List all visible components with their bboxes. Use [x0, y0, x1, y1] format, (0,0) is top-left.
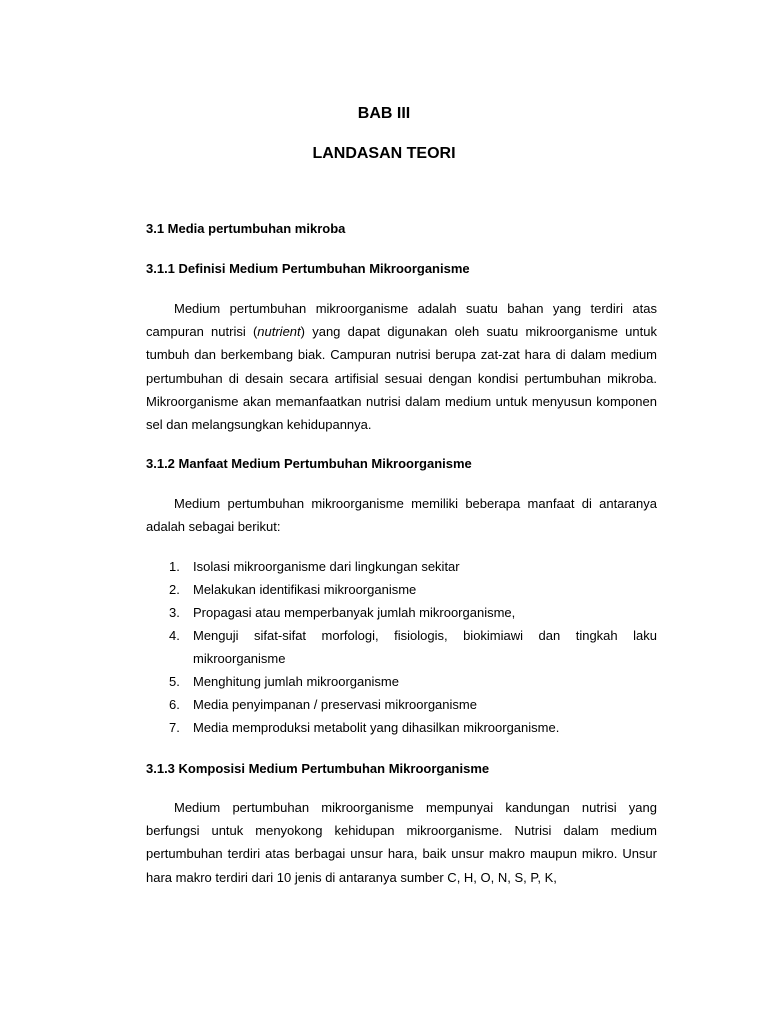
list-item-text: Propagasi atau memperbanyak jumlah mikroorganisme,: [193, 605, 516, 620]
list-item-number: 2.: [169, 582, 180, 597]
list-item-text: Menghitung jumlah mikroorganisme: [193, 674, 399, 689]
list-item: [146, 555, 657, 578]
chapter-title: LANDASAN TEORI: [312, 145, 456, 162]
list-item-text: Media memproduksi metabolit yang dihasilkan mikroorganisme.: [193, 720, 560, 735]
list-item: [146, 693, 657, 716]
paragraph-composition: Medium pertumbuhan mikroorganisme mempunyai kandungan nutrisi yang berfungsi untuk menyokong kehidupan mikroorganisme. Nutrisi dalam medium pertumbuhan terdiri atas berbagai unsur hara, baik unsur makro maupun mikro. Unsur hara makro terdiri dari 10 jenis di antaranya sumber C, H, O, N, S, P, K,: [146, 800, 657, 885]
list-item-text: Menguji sifat-sifat morfologi, fisiologis, biokimiawi dan tingkah laku mikroorganisme: [193, 628, 657, 666]
list-item: [146, 716, 657, 739]
list-item: [146, 601, 657, 624]
paragraph-definition-text-a: Medium pertumbuhan mikroorganisme adalah suatu bahan yang terdiri atas campuran nutrisi (: [146, 301, 657, 340]
list-item-number: 6.: [169, 697, 180, 712]
list-item-text: Media penyimpanan / preservasi mikroorganisme: [193, 697, 477, 712]
list-item-number: 7.: [169, 720, 180, 735]
list-item: [146, 624, 657, 670]
list-item-number: 4.: [169, 628, 180, 643]
section-heading-3-1-1: 3.1.1 Definisi Medium Pertumbuhan Mikroorganisme: [146, 261, 470, 276]
paragraph-benefits-intro: Medium pertumbuhan mikroorganisme memiliki beberapa manfaat di antaranya adalah sebagai berikut:: [146, 496, 657, 535]
list-item: [146, 670, 657, 693]
paragraph-definition-text-b: ) yang dapat digunakan oleh suatu mikroorganisme untuk tumbuh dan berkembang biak. Campuran nutrisi berupa zat-zat hara di dalam medium pertumbuhan di desain secara artifisial sesuai dengan kondisi pertumbuhan mikroba. Mikroorganisme akan memanfaatkan nutrisi dalam medium untuk menyusun komponen sel dan melangsungkan kehidupannya.: [146, 324, 657, 433]
benefits-list: [146, 555, 657, 739]
section-heading-3-1: 3.1 Media pertumbuhan mikroba: [146, 221, 346, 236]
list-item-text: Isolasi mikroorganisme dari lingkungan sekitar: [193, 559, 460, 574]
list-item: [146, 578, 657, 601]
paragraph-definition-italic: nutrient: [257, 324, 301, 340]
list-item-text: Melakukan identifikasi mikroorganisme: [193, 582, 417, 597]
chapter-number: BAB III: [357, 105, 411, 122]
list-item-number: 3.: [169, 605, 180, 620]
paragraph-definition: [146, 297, 657, 436]
section-heading-3-1-3: 3.1.3 Komposisi Medium Pertumbuhan Mikroorganisme: [146, 761, 490, 776]
list-item-number: 5.: [169, 674, 180, 689]
list-item-number: 1.: [169, 559, 180, 574]
section-heading-3-1-2: 3.1.2 Manfaat Medium Pertumbuhan Mikroorganisme: [146, 456, 472, 471]
